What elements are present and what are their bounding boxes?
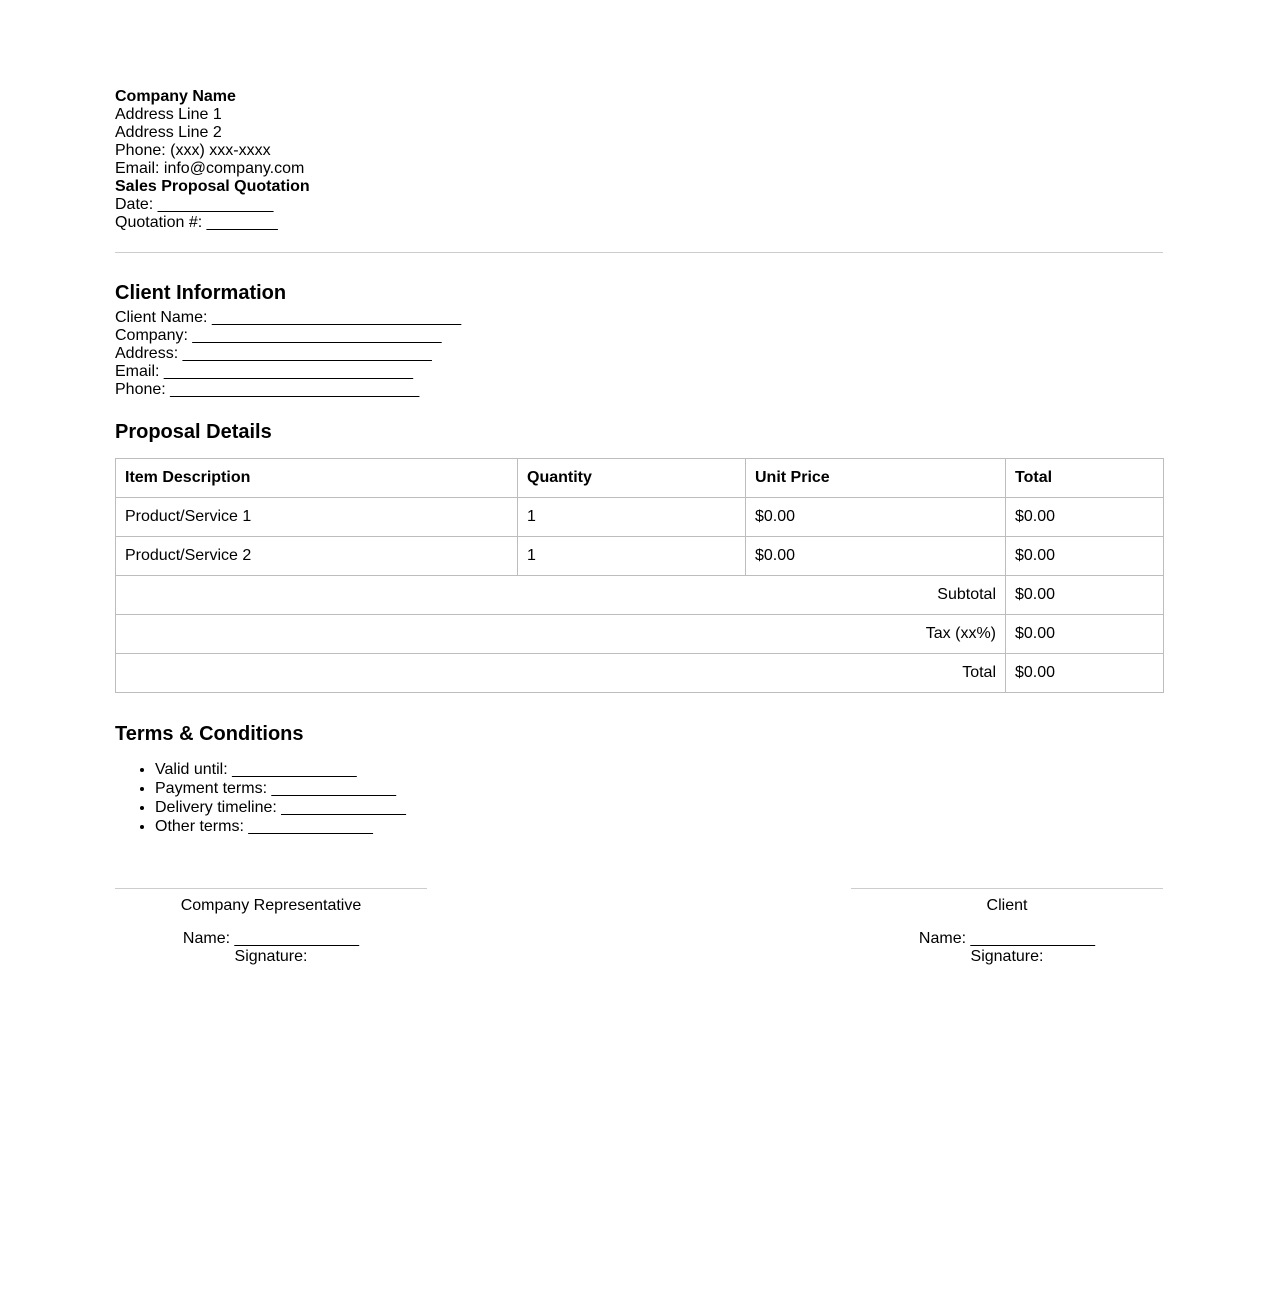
total-label: Total: [116, 654, 1006, 693]
client-address-label: Address:: [115, 345, 179, 362]
company-address-line-1: Address Line 1: [115, 106, 222, 123]
client-company-label: Company:: [115, 327, 188, 344]
date-label: Date:: [115, 196, 154, 213]
tax-label: Tax (xx%): [116, 615, 1006, 654]
client-name-blank-line: ____________________________: [211, 309, 462, 326]
terms-section: [115, 721, 1163, 836]
company-email: Email: info@company.com: [115, 160, 305, 177]
item-total-cell: $0.00: [1006, 498, 1164, 537]
total-value: $0.00: [1006, 654, 1164, 693]
table-row: [116, 537, 1164, 576]
list-item: [155, 761, 1163, 779]
other-terms-label: Other terms:: [155, 818, 244, 835]
proposal-details-section: [115, 419, 1163, 693]
payment-terms-blank-line: ______________: [271, 780, 397, 797]
valid-until-blank-line: ______________: [232, 761, 357, 778]
proposal-details-heading: Proposal Details: [115, 421, 272, 443]
document-header: [115, 88, 1163, 232]
client-phone-label: Phone:: [115, 381, 166, 398]
list-item: [155, 780, 1163, 798]
client-fields-block: [115, 309, 1163, 399]
terms-list: [115, 761, 1163, 836]
delivery-timeline-blank-line: ______________: [281, 799, 406, 816]
signature-block-client: [851, 888, 1163, 966]
date-blank-line: _____________: [157, 196, 274, 213]
signature-fields-client: [851, 930, 1163, 966]
signature-name-label: Name:: [182, 930, 231, 947]
company-name: Company Name: [115, 88, 236, 105]
proposal-items-table: [115, 458, 1164, 693]
document-title: Sales Proposal Quotation: [115, 178, 310, 195]
item-description-cell: Product/Service 1: [116, 498, 518, 537]
valid-until-label: Valid until:: [155, 761, 228, 778]
table-row: [116, 498, 1164, 537]
other-terms-blank-line: ______________: [248, 818, 373, 835]
delivery-timeline-label: Delivery timeline:: [155, 799, 277, 816]
col-header-item-description: Item Description: [116, 459, 518, 498]
client-email-label: Email:: [115, 363, 160, 380]
list-item: [155, 818, 1163, 836]
signature-label: Signature:: [234, 948, 308, 965]
quotation-number-label: Quotation #:: [115, 214, 203, 231]
tax-row: [116, 615, 1164, 654]
client-company-blank-line: ____________________________: [192, 327, 442, 344]
signature-role-client: Client: [986, 897, 1028, 914]
signature-name-blank-line: ______________: [970, 930, 1096, 947]
company-address-line-2: Address Line 2: [115, 124, 222, 141]
signature-name-label: Name:: [918, 930, 967, 947]
table-header-row: [116, 459, 1164, 498]
signature-block-company: [115, 888, 427, 966]
item-description-cell: Product/Service 2: [116, 537, 518, 576]
company-phone: Phone: (xxx) xxx-xxxx: [115, 142, 271, 159]
item-unit-price-cell: $0.00: [746, 498, 1006, 537]
subtotal-label: Subtotal: [116, 576, 1006, 615]
quotation-number-blank-line: ________: [206, 214, 278, 231]
client-information-heading: Client Information: [115, 282, 287, 304]
header-divider: [115, 252, 1163, 253]
signature-role-company: Company Representative: [180, 897, 362, 914]
document-page: [115, 0, 1163, 966]
company-info-block: [115, 88, 1163, 178]
signature-name-blank-line: ______________: [234, 930, 360, 947]
item-total-cell: $0.00: [1006, 537, 1164, 576]
quotation-meta-block: [115, 178, 1163, 232]
item-unit-price-cell: $0.00: [746, 537, 1006, 576]
subtotal-value: $0.00: [1006, 576, 1164, 615]
client-email-blank-line: ____________________________: [163, 363, 414, 380]
subtotal-row: [116, 576, 1164, 615]
col-header-unit-price: Unit Price: [746, 459, 1006, 498]
list-item: [155, 799, 1163, 817]
col-header-quantity: Quantity: [518, 459, 746, 498]
tax-value: $0.00: [1006, 615, 1164, 654]
client-name-label: Client Name:: [115, 309, 208, 326]
client-address-blank-line: ____________________________: [182, 345, 432, 362]
item-quantity-cell: 1: [518, 498, 746, 537]
client-information-section: [115, 280, 1163, 399]
client-phone-blank-line: ____________________________: [170, 381, 420, 398]
item-quantity-cell: 1: [518, 537, 746, 576]
signature-fields-company: [115, 930, 427, 966]
col-header-total: Total: [1006, 459, 1164, 498]
terms-heading: Terms & Conditions: [115, 723, 304, 745]
signatures-section: [115, 888, 1163, 966]
payment-terms-label: Payment terms:: [155, 780, 268, 797]
total-row: [116, 654, 1164, 693]
signature-label: Signature:: [970, 948, 1044, 965]
